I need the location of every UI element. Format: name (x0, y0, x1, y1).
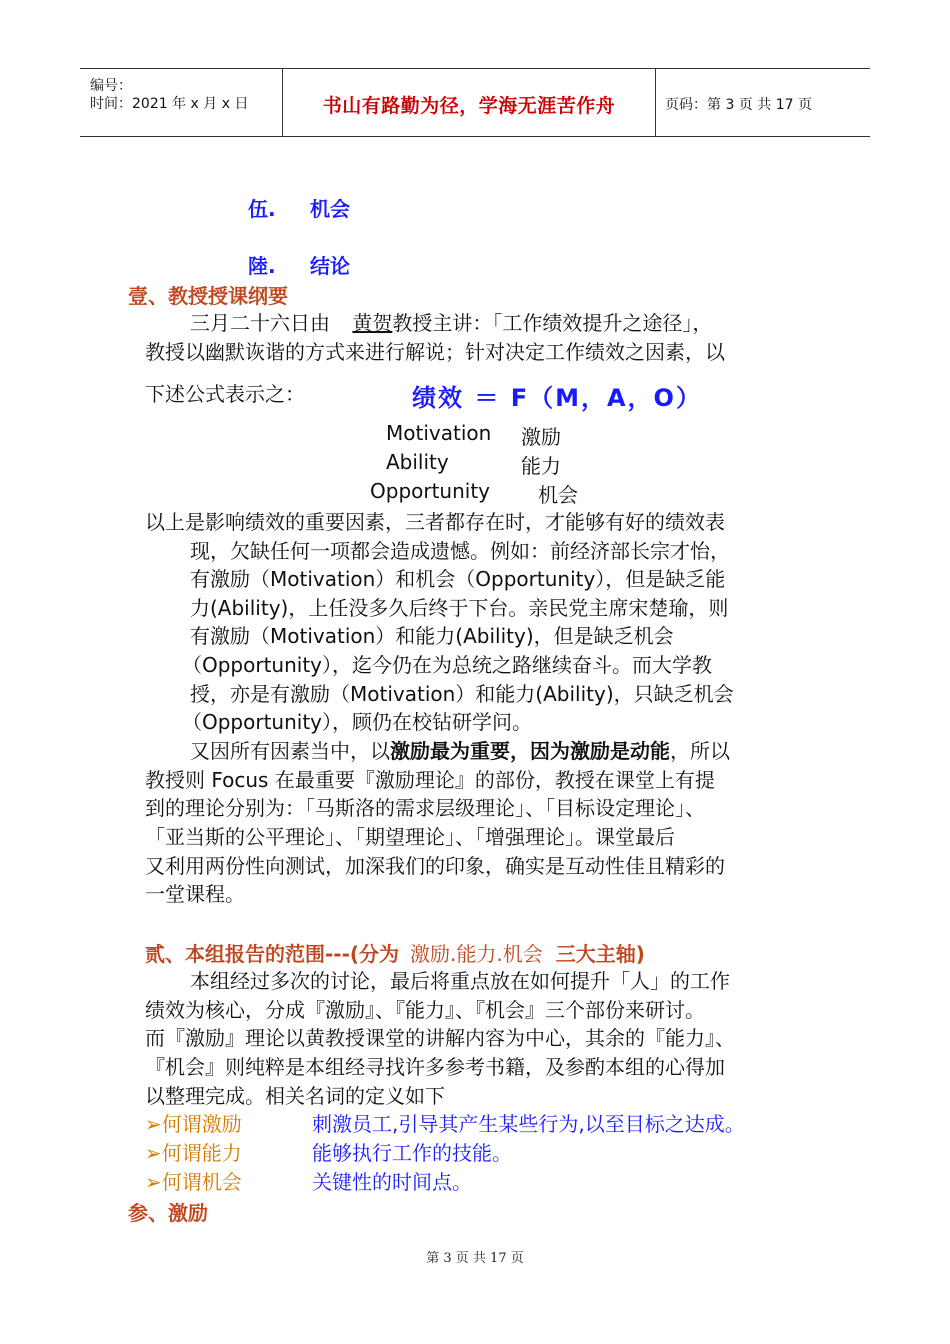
para1-line: 现，欠缺任何一项都会造成遗憾。例如：前经济部长宗才怡， (190, 539, 730, 563)
doc-time-label: 时间：2021 年 x 月 x 日 (90, 96, 249, 112)
para2-suffix: ，所以 (670, 739, 730, 763)
factor-opportunity-en: Opportunity (370, 479, 491, 503)
section2-heading-axes: 激励.能力.机会 (410, 942, 543, 966)
toc-number: 陸. (248, 254, 276, 278)
para2-line: 教授则 Focus 在最重要『激励理论』的部份，教授在课堂上有提 (145, 768, 715, 792)
header-page-info: 页码：第 3 页 共 17 页 (665, 97, 812, 113)
para1-line: （Opportunity），迄今仍在为总统之路继续奋斗。而大学教 (182, 653, 713, 677)
lecturer-name: 黄贺 (352, 311, 393, 335)
para1-line: 有激励（Motivation）和机会（Opportunity），但是缺乏能 (190, 567, 726, 591)
factor-motivation-en: Motivation (386, 421, 492, 445)
toc-title: 结论 (310, 254, 350, 278)
section1-heading: 壹、教授授课纲要 (128, 284, 288, 308)
section2-para-line: 绩效为核心，分成『激励』、『能力』、『机会』三个部份来研讨。 (145, 998, 705, 1022)
para2-line1 (190, 737, 730, 766)
definition-term-ability: ➢何谓能力 (145, 1141, 242, 1165)
definition-term-opportunity: ➢何谓机会 (145, 1170, 242, 1194)
section2-para-line: 而『激励』理论以黄教授课堂的讲解内容为中心，其余的『能力』、 (145, 1026, 735, 1050)
factor-ability-zh: 能力 (521, 454, 561, 478)
para1-line: （Opportunity），顾仍在校钻研学问。 (182, 710, 533, 734)
para1-line: 以上是影响绩效的重要因素，三者都存在时，才能够有好的绩效表 (145, 510, 725, 534)
page-header (80, 68, 870, 137)
page-footer: 第 3 页 共 17 页 (426, 1251, 524, 1266)
section2-heading-suffix: 三大主轴) (555, 942, 645, 966)
para2-emphasis: 激励最为重要，因为激励是动能 (390, 739, 670, 763)
definition-term-motivation: ➢何谓激励 (145, 1112, 242, 1136)
intro-prefix: 三月二十六日由 (190, 311, 330, 335)
toc-item-conclusion (248, 250, 350, 279)
doc-number-label: 编号： (90, 78, 132, 94)
toc-title: 机会 (310, 197, 350, 221)
factor-ability-en: Ability (386, 450, 449, 474)
factor-motivation-zh: 激励 (521, 425, 561, 449)
header-motto-cell (282, 69, 656, 136)
para1-line: 授，亦是有激励（Motivation）和能力(Ability)，只缺乏机会 (190, 682, 734, 706)
para2-line: 「亚当斯的公平理论」、「期望理论」、「增强理论」。课堂最后 (145, 825, 675, 849)
header-page-cell (655, 69, 870, 136)
para2-line: 一堂课程。 (145, 882, 245, 906)
section2-para-line: 『机会』则纯粹是本组经寻找许多参考书籍，及参酌本组的心得加 (145, 1055, 725, 1079)
definition-desc-ability: 能够执行工作的技能。 (312, 1141, 512, 1165)
para2-line: 又利用两份性向测试，加深我们的印象，确实是互动性佳且精彩的 (145, 854, 725, 878)
toc-number: 伍. (248, 197, 276, 221)
section3-heading: 参、激励 (128, 1201, 208, 1225)
para1-line: 有激励（Motivation）和能力(Ability)，但是缺乏机会 (190, 624, 674, 648)
performance-formula: 绩效 ＝ F（M，A，O） (412, 384, 702, 412)
section2-para-line: 本组经过多次的讨论，最后将重点放在如何提升「人」的工作 (190, 969, 730, 993)
toc-item-opportunity (248, 193, 350, 222)
definition-list (145, 1110, 825, 1200)
section1-intro-line3: 下述公式表示之： (145, 382, 305, 406)
section1-intro-line1 (190, 309, 712, 338)
definition-desc-opportunity: 关键性的时间点。 (312, 1170, 472, 1194)
header-motto: 书山有路勤为径，学海无涯苦作舟 (322, 95, 616, 117)
section2-heading-prefix: 贰、本组报告的范围---(分为 (145, 942, 400, 966)
definition-desc-motivation: 刺激员工,引导其产生某些行为,以至目标之达成。 (312, 1112, 745, 1136)
factor-opportunity-zh: 机会 (538, 483, 578, 507)
header-meta-cell (80, 69, 282, 136)
section1-intro-line2: 教授以幽默诙谐的方式来进行解说；针对决定工作绩效之因素，以 (145, 340, 725, 364)
section2-para-line: 以整理完成。相关名词的定义如下 (145, 1084, 445, 1108)
para2-prefix: 又因所有因素当中，以 (190, 739, 390, 763)
section2-heading (145, 938, 645, 967)
para2-line: 到的理论分别为：「马斯洛的需求层级理论」、「目标设定理论」、 (145, 796, 705, 820)
para1-line: 力(Ability)，上任没多久后终于下台。亲民党主席宋楚瑜，则 (190, 596, 729, 620)
intro-suffix: 教授主讲：「工作绩效提升之途径」， (392, 311, 713, 335)
